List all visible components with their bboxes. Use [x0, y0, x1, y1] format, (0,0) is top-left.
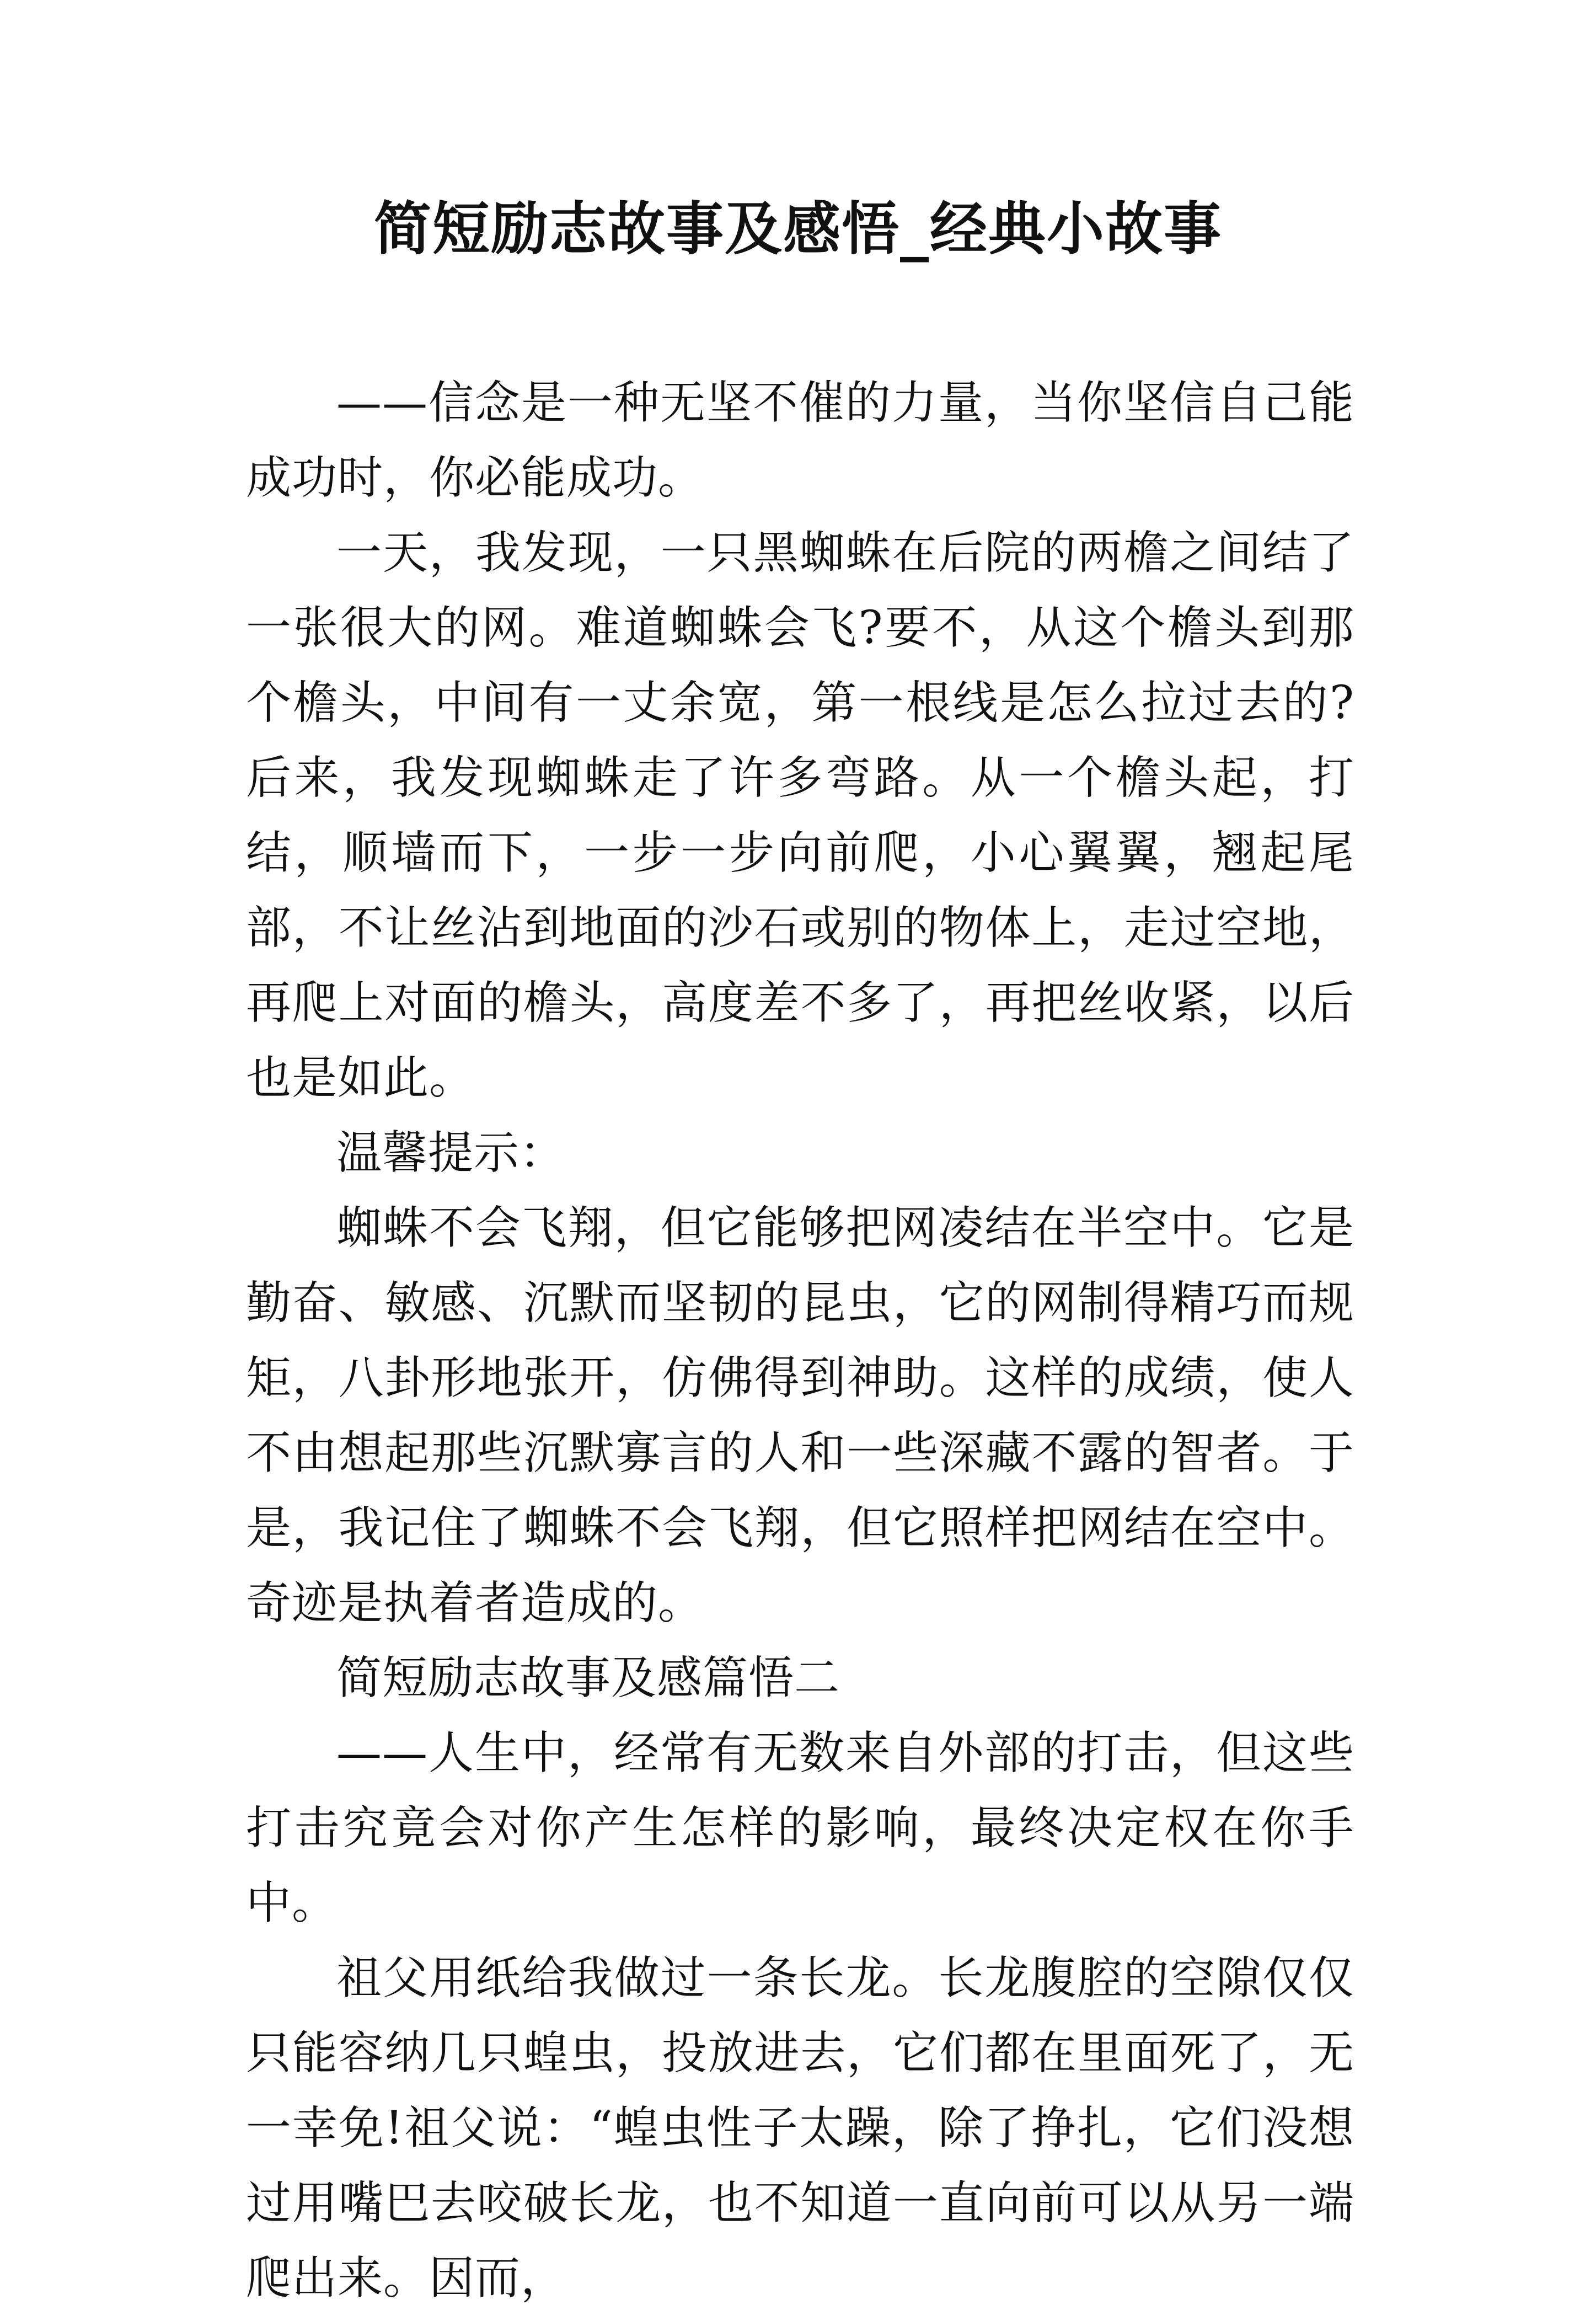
paragraph-spider-story: 一天，我发现，一只黑蜘蛛在后院的两檐之间结了一张很大的网。难道蜘蛛会飞?要不，从这个檐头到那个檐头，中间有一丈余宽，第一根线是怎么拉过去的?后来，我发现蜘蛛走了许多弯路。从一个檐头起，打结，顺墙而下，一步一步向前爬，小心翼翼，翘起尾部，不让丝沾到地面的沙石或别的物体上，走过空地，再爬上对面的檐头，高度差不多了，再把丝收紧，以后也是如此。	[246, 527, 1354, 1104]
section-heading-2: 简短励志故事及感篇悟二	[336, 1652, 840, 1704]
paragraph-epigraph-2: ——人生中，经常有无数来自外部的打击，但这些打击究竟会对你产生怎样的影响，最终决定权在你手中。	[246, 1727, 1354, 1929]
paragraph-epigraph-1: ——信念是一种无坚不催的力量，当你坚信自己能成功时，你必能成功。	[246, 377, 1354, 504]
paragraph-tip-text: 蜘蛛不会飞翔，但它能够把网凌结在半空中。它是勤奋、敏感、沉默而坚韧的昆虫，它的网制得精巧而规矩，八卦形地张开，仿佛得到神助。这样的成绩，使人不由想起那些沉默寡言的人和一些深藏不露的智者。于是，我记住了蜘蛛不会飞翔，但它照样把网结在空中。奇迹是执着者造成的。	[246, 1202, 1354, 1629]
document-body	[246, 366, 1354, 2316]
paragraph-tip-heading: 温馨提示：	[336, 1127, 566, 1179]
document-title: 简短励志故事及感悟_经典小故事	[373, 195, 1222, 263]
paragraph-dragon-story: 祖父用纸给我做过一条长龙。长龙腹腔的空隙仅仅只能容纳几只蝗虫，投放进去，它们都在里面死了，无一幸免!祖父说：“蝗虫性子太躁，除了挣扎，它们没想过用嘴巴去咬破长龙，也不知道一直向前可以从另一端爬出来。因而，	[246, 1952, 1354, 2304]
